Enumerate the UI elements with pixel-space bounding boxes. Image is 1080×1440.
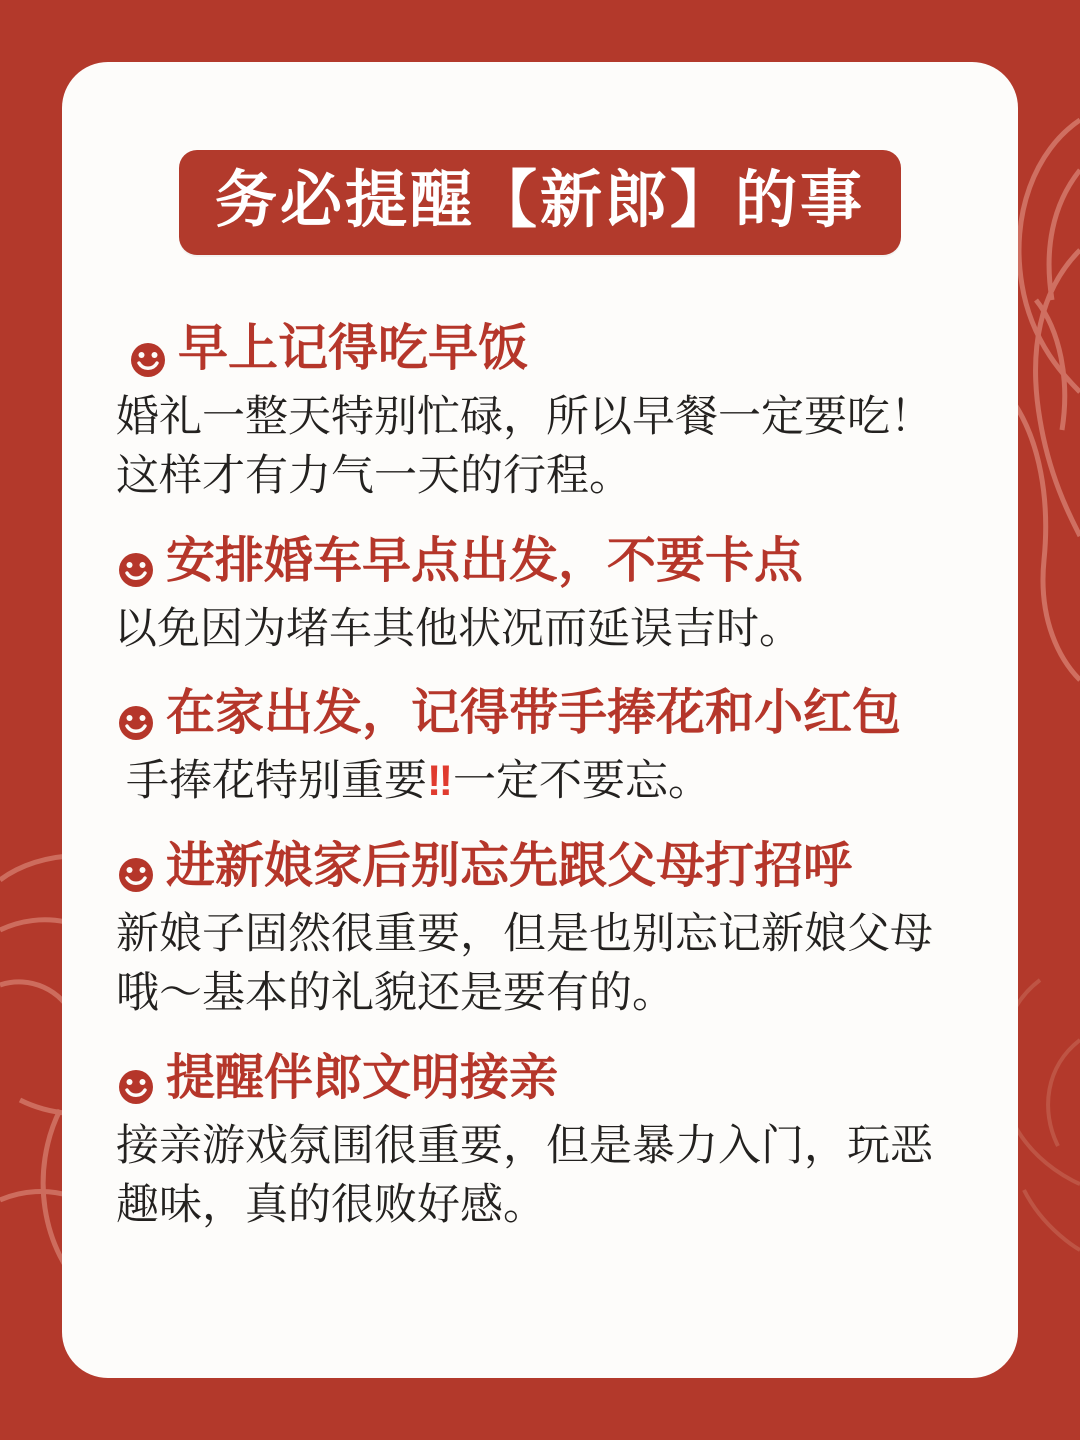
tip-heading-row: [108, 317, 972, 380]
tip-section: [108, 683, 972, 812]
tip-body: 以免因为堵车其他状况而延误吉时。: [114, 604, 802, 653]
tip-heading-row: [108, 531, 972, 592]
tip-section: [108, 1048, 972, 1236]
tip-heading: 安排婚车早点出发，不要卡点: [166, 533, 804, 588]
tip-heading: 提醒伴郎文明接亲: [166, 1050, 559, 1105]
tip-heading: 在家出发，记得带手捧花和小红包: [166, 686, 902, 741]
tip-section: [108, 531, 972, 660]
content-card: [62, 62, 1018, 1378]
tip-heading-row: [108, 683, 972, 744]
double-exclamation-icon: ‼: [427, 757, 453, 806]
smiley-face-icon: [116, 544, 156, 584]
tip-body: 新娘子固然很重要，但是也别忘记新娘父母哦〜基本的礼貌还是要有的。: [116, 910, 933, 1018]
tip-heading: 早上记得吃早饭: [178, 320, 528, 377]
tip-body-prefix: 手捧花特别重要: [126, 757, 427, 806]
tip-section: [108, 317, 972, 506]
tip-body: [108, 752, 972, 811]
smiley-face-icon: [116, 1061, 156, 1101]
tip-body-suffix: 一定不要忘。: [452, 757, 711, 806]
tip-body: 接亲游戏氛围很重要，但是暴力入门，玩恶趣味，真的很败好感。: [116, 1121, 933, 1230]
smiley-face-icon: [116, 849, 156, 889]
smiley-face-icon: [128, 332, 168, 372]
smiley-face-icon: [116, 697, 156, 737]
page-title: 务必提醒【新郎】的事: [179, 150, 901, 255]
tip-section: [108, 836, 972, 1024]
tip-heading-row: [108, 1048, 972, 1109]
tip-heading-row: [108, 836, 972, 897]
title-container: [108, 150, 972, 255]
tip-heading: 进新娘家后别忘先跟父母打招呼: [166, 838, 853, 893]
tip-body: 婚礼一整天特别忙碌，所以早餐一定要吃！这样才有力气一天的行程。: [116, 392, 933, 501]
